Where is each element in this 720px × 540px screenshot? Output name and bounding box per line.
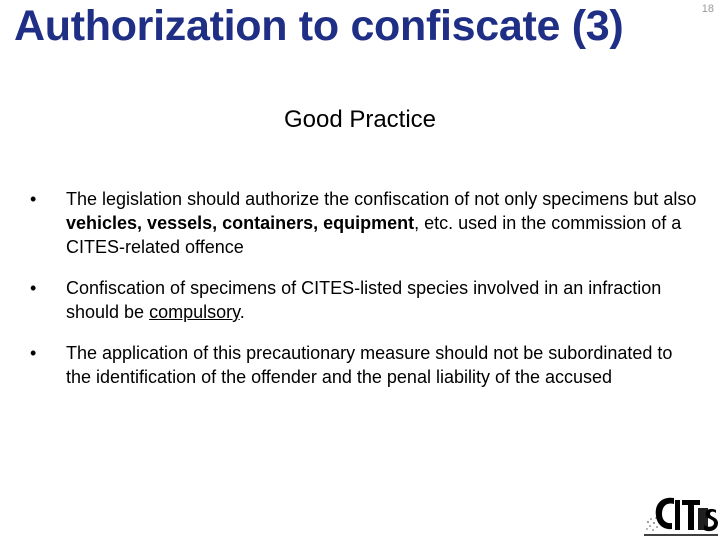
bullet-text-part: The legislation should authorize the confiscation of not only specimens but also bbox=[66, 189, 697, 209]
bullet-text bbox=[66, 187, 702, 259]
cites-logo bbox=[644, 492, 718, 538]
logo-speckles bbox=[646, 517, 658, 531]
bullet-text-part: Confiscation of specimens of CITES-listed species involved in an infraction should be bbox=[66, 278, 662, 322]
bullet-list bbox=[30, 187, 702, 406]
bullet-item bbox=[30, 276, 702, 324]
bullet-text: The application of this precautionary measure should not be subordinated to the identification of the offender and the penal liability of the accused bbox=[66, 343, 673, 387]
logo-i-bar bbox=[675, 500, 680, 530]
slide-number: 18 bbox=[701, 3, 714, 15]
bullet-marker: • bbox=[30, 278, 37, 298]
bullet-item bbox=[30, 187, 702, 259]
slide-title: Authorization to confiscate (3) bbox=[14, 2, 624, 50]
bullet-text-part: . bbox=[239, 302, 245, 322]
bullet-item bbox=[30, 341, 702, 389]
bullet-marker: • bbox=[30, 343, 37, 363]
bullet-text bbox=[66, 276, 702, 324]
bullet-marker: • bbox=[30, 189, 37, 209]
slide-subtitle: Good Practice bbox=[283, 106, 437, 133]
logo-c-shape bbox=[656, 498, 674, 529]
bullet-emphasis: vehicles, vessels, containers, equipment bbox=[66, 213, 415, 233]
bullet-underlined: compulsory bbox=[149, 302, 240, 322]
logo-t-shape bbox=[682, 500, 700, 530]
bullet-text-part: , etc. used in the commission of a CITES-related offence bbox=[66, 213, 682, 257]
